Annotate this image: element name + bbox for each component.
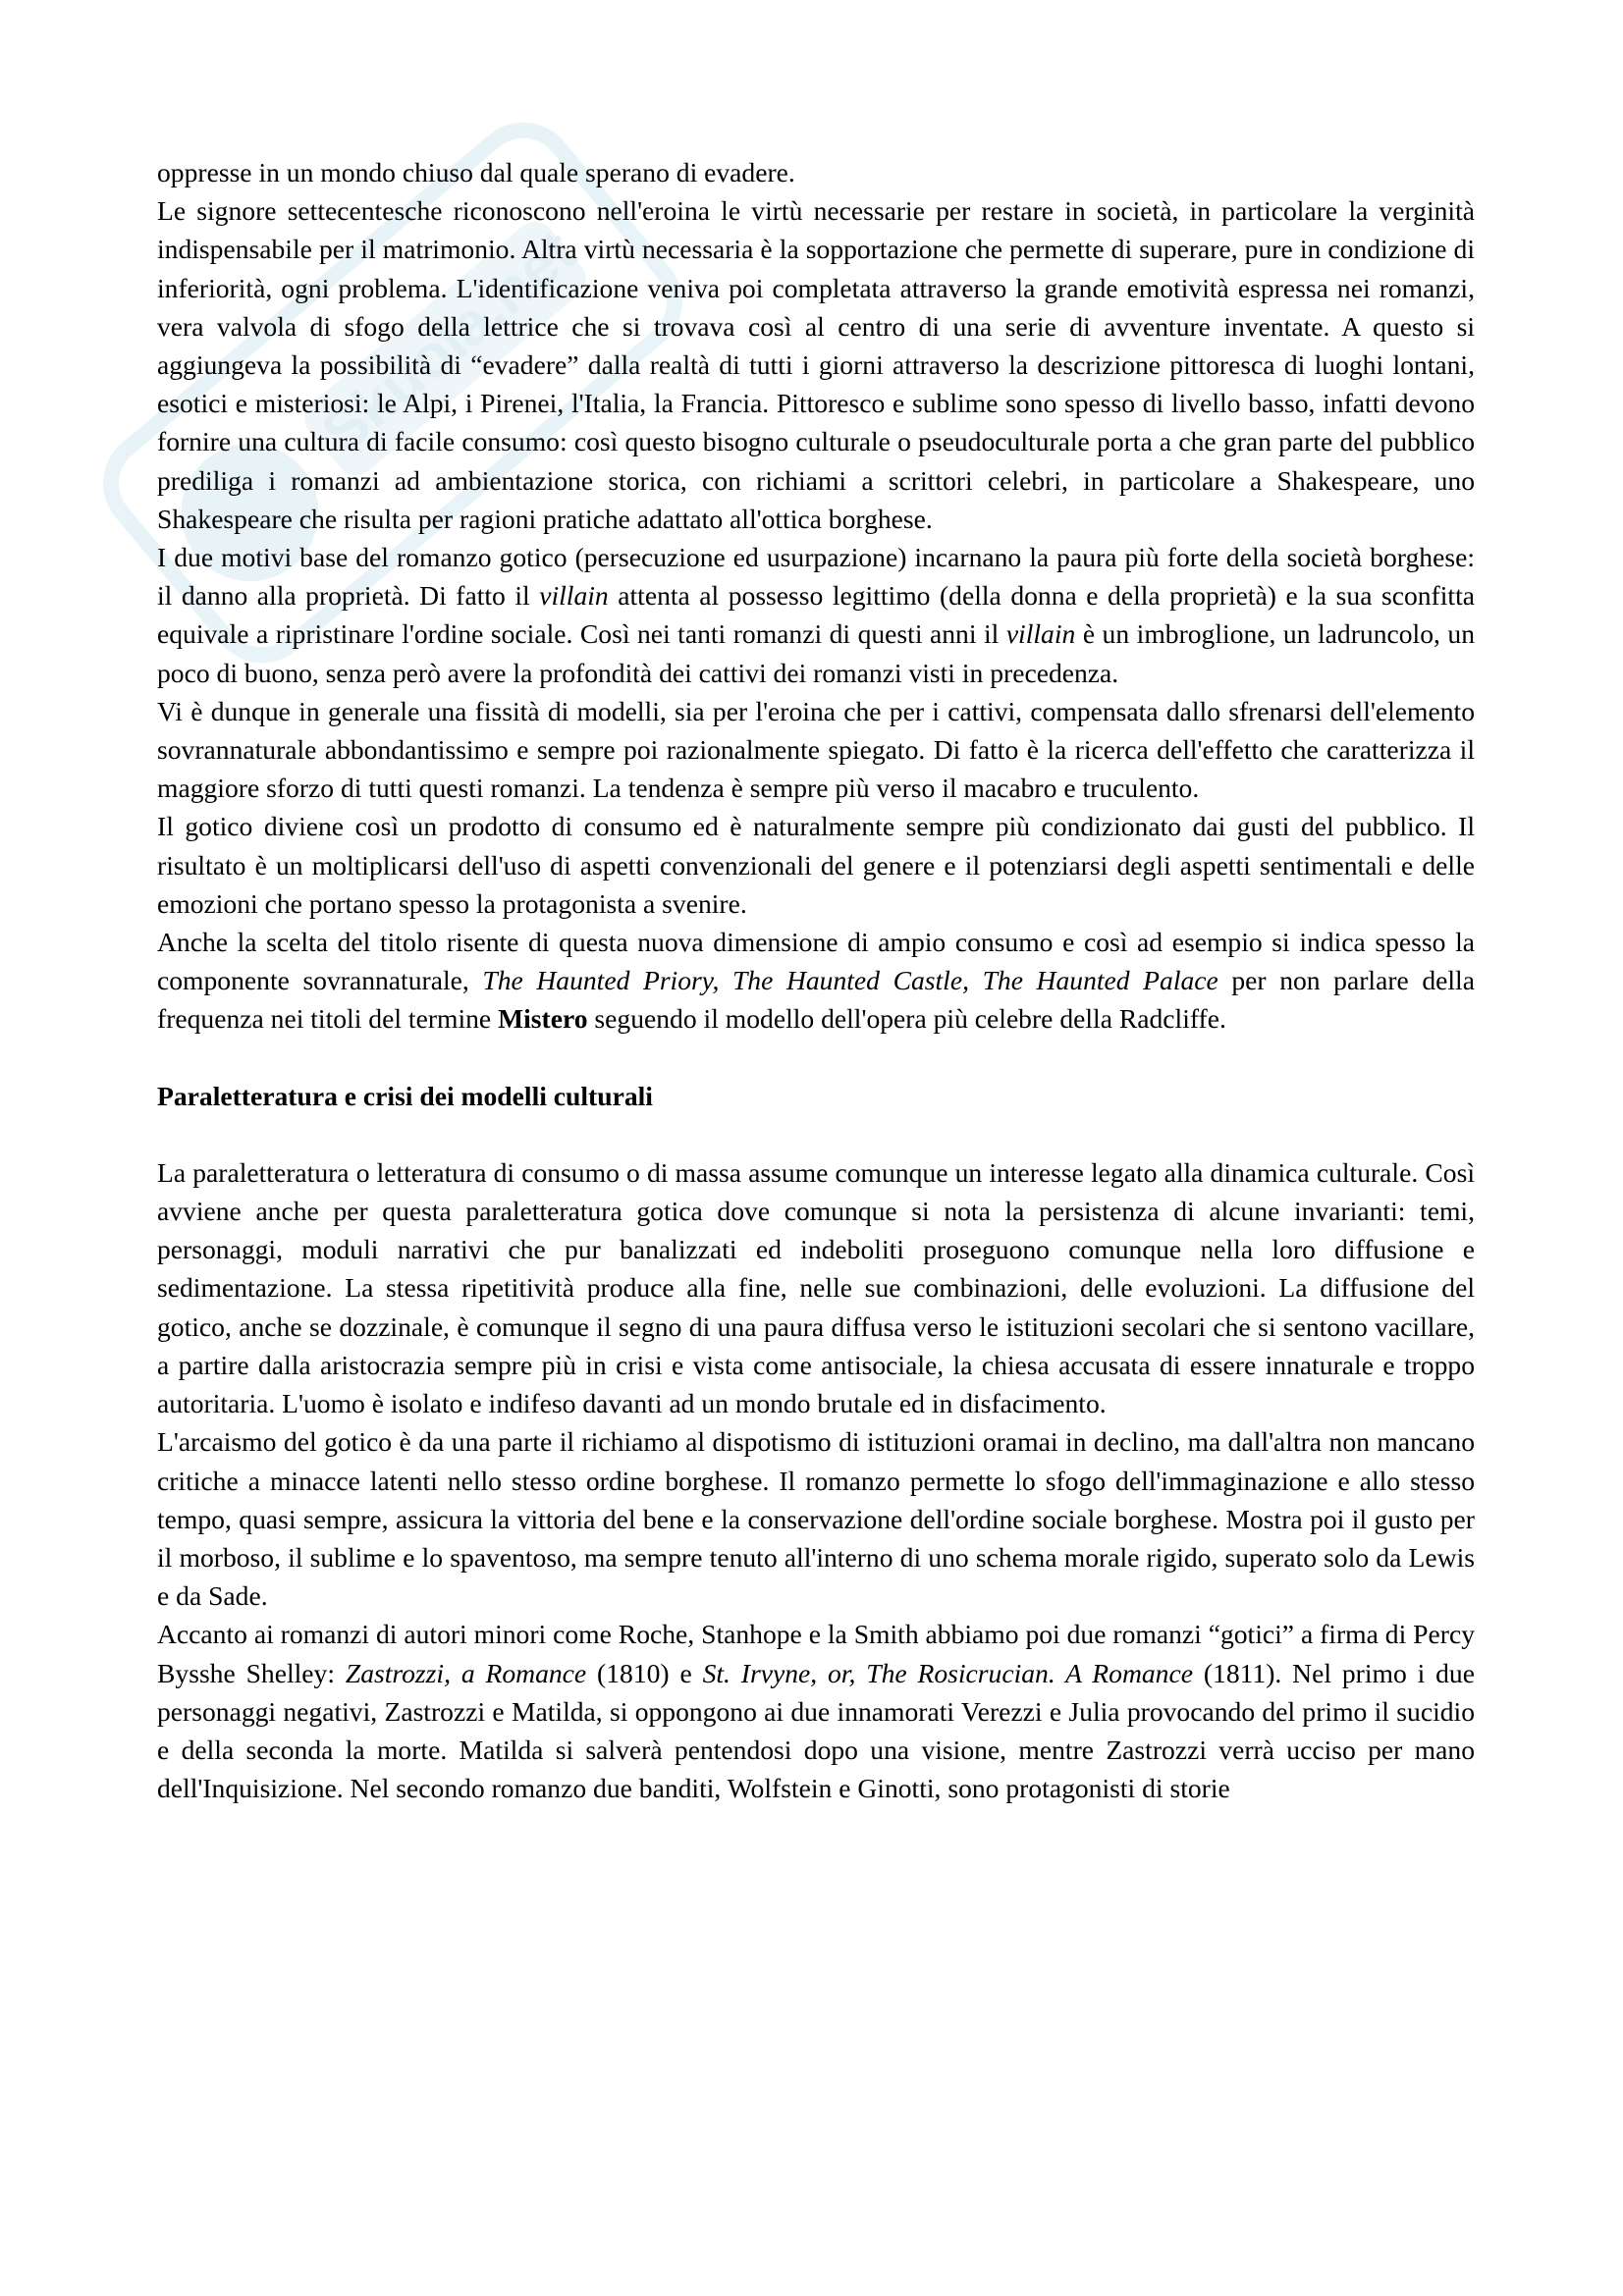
paragraphs-top — [157, 153, 1475, 1039]
text-run: Le signore settecentesche riconoscono nell'eroina le virtù necessarie per restare in società, in particolare la verginità indispensabile per il matrimonio. Altra virtù necessaria è la sopportazione che permette di superare, pure in condizione di inferiorità, ogni problema. L'identificazione veniva poi completata attraverso la grande emotività espressa nei romanzi, vera valvola di sfogo della lettrice che si trovava così al centro di una serie di avventure inventate. A questo si aggiungeva la possibilità di “evadere” dalla realtà di tutti i giorni attraverso la descrizione pittoresca di luoghi lontani, esotici e misteriosi: le Alpi, i Pirenei, l'Italia, la Francia. Pittoresco e sublime sono spesso di livello basso, infatti devono fornire una cultura di facile consumo: così questo bisogno culturale o pseudoculturale porta a che gran parte del pubblico prediliga i romanzi ad ambientazione storica, con richiami a scrittori celebri, in particolare a Shakespeare, uno Shakespeare che risulta per ragioni pratiche adattato all'ottica borghese. — [157, 195, 1475, 534]
paragraph — [157, 191, 1475, 538]
paragraph — [157, 538, 1475, 692]
text-run: Anche la scelta del titolo risente di questa nuova dimensione di ampio consumo e così ad esempio si indica spesso la componente sovrannaturale, — [157, 927, 1475, 996]
paragraph — [157, 153, 1475, 191]
paragraph — [157, 692, 1475, 808]
paragraph — [157, 1153, 1475, 1422]
section-heading: Paraletteratura e crisi dei modelli culturali — [157, 1080, 653, 1111]
text-run: Il gotico diviene così un prodotto di consumo ed è naturalmente sempre più condizionato dai gusti del pubblico. Il risultato è un moltiplicarsi dell'uso di aspetti convenzionali del genere e il potenziarsi degli aspetti sentimentali e delle emozioni che portano spesso la protagonista a svenire. — [157, 811, 1475, 919]
text-run: seguendo il modello dell'opera più celebre della Radcliffe. — [587, 1003, 1226, 1035]
text-run: Vi è dunque in generale una fissità di modelli, sia per l'eroina che per i cattivi, compensata dallo sfrenarsi dell'elemento sovrannaturale abbondantissimo e sempre poi razionalmente spiegato. Di fatto è la ricerca dell'effetto che caratterizza il maggiore sforzo di tutti questi romanzi. La tendenza è sempre più verso il macabro e truculento. — [157, 695, 1475, 804]
italic-title: Zastrozzi, a Romance — [345, 1657, 587, 1688]
bold-term: Mistero — [498, 1003, 588, 1035]
paragraph — [157, 807, 1475, 923]
text-run: I due motivi base del romanzo gotico (persecuzione ed usurpazione) incarnano la paura più forte della società borghese: il danno alla proprietà. Di fatto il — [157, 542, 1475, 612]
paragraphs-bottom — [157, 1153, 1475, 1807]
italic-title: villain — [1005, 618, 1076, 650]
text-run: è un imbroglione, un ladruncolo, un poco di buono, senza però avere la profondità dei cattivi dei romanzi visti in precedenza. — [157, 618, 1475, 688]
text-run: La paraletteratura o letteratura di consumo o di massa assume comunque un interesse legato alla dinamica culturale. Così avviene anche per questa paraletteratura gotica dove comunque si nota la persistenza di alcune invarianti: temi, personaggi, moduli narrativi che pur banalizzati ed indeboliti proseguono comunque nella loro diffusione e sedimentazione. La stessa ripetitività produce alla fine, nelle sue combinazioni, delle evoluzioni. La diffusione del gotico, anche se dozzinale, è comunque il segno di una paura diffusa verso le istituzioni secolari che si sentono vacillare, a partire dalla aristocrazia sempre più in crisi e vista come antisociale, la chiesa accusata di essere innaturale e troppo autoritaria. L'uomo è isolato e indifeso davanti ad un mondo brutale ed in disfacimento. — [157, 1156, 1475, 1419]
text-run: oppresse in un mondo chiuso dal quale sperano di evadere. — [157, 157, 795, 187]
italic-title: St. Irvyne, or, The Rosicrucian. A Romance — [702, 1657, 1193, 1688]
watermark-text: Skuola.net — [308, 217, 589, 467]
document-body — [157, 153, 1475, 1807]
paragraph — [157, 1422, 1475, 1615]
text-run: attenta al possesso legittimo (della donna e della proprietà) e la sua sconfitta equivale a ripristinare l'ordine sociale. Così nei tanti romanzi di questi anni il — [157, 580, 1475, 650]
text-run: (1811). Nel primo i due personaggi negativi, Zastrozzi e Matilda, si oppongono ai due innamorati Verezzi e Julia provocando del primo il sucidio e della seconda la morte. Matilda si salverà pentendosi dopo una visione, mentre Zastrozzi verrà ucciso per mano dell'Inquisizione. Nel secondo romanzo due banditi, Wolfstein e Ginotti, sono protagonisti di storie — [157, 1657, 1475, 1804]
text-run: (1810) e — [586, 1657, 703, 1688]
text-run: L'arcaismo del gotico è da una parte il richiamo al dispotismo di istituzioni oramai in declino, ma dall'altra non mancano critiche a minacce latenti nello stesso ordine borghese. Il romanzo permette lo sfogo dell'immaginazione e allo stesso tempo, quasi sempre, assicura la vittoria del bene e la conservazione dell'ordine sociale borghese. Mostra poi il gusto per il morboso, il sublime e lo spaventoso, ma sempre tenuto all'interno di uno schema morale rigido, superato solo da Lewis e da Sade. — [157, 1426, 1475, 1612]
paragraph — [157, 923, 1475, 1039]
italic-title: The Haunted Priory, The Haunted Castle, The Haunted Palace — [482, 965, 1218, 996]
paragraph — [157, 1615, 1475, 1807]
text-run: per non parlare della frequenza nei titoli del termine — [157, 965, 1475, 1035]
text-run: Accanto ai romanzi di autori minori come Roche, Stanhope e la Smith abbiamo poi due romanzi “gotici” a firma di Percy Bysshe Shelley: — [157, 1619, 1475, 1688]
italic-title: villain — [539, 580, 609, 612]
